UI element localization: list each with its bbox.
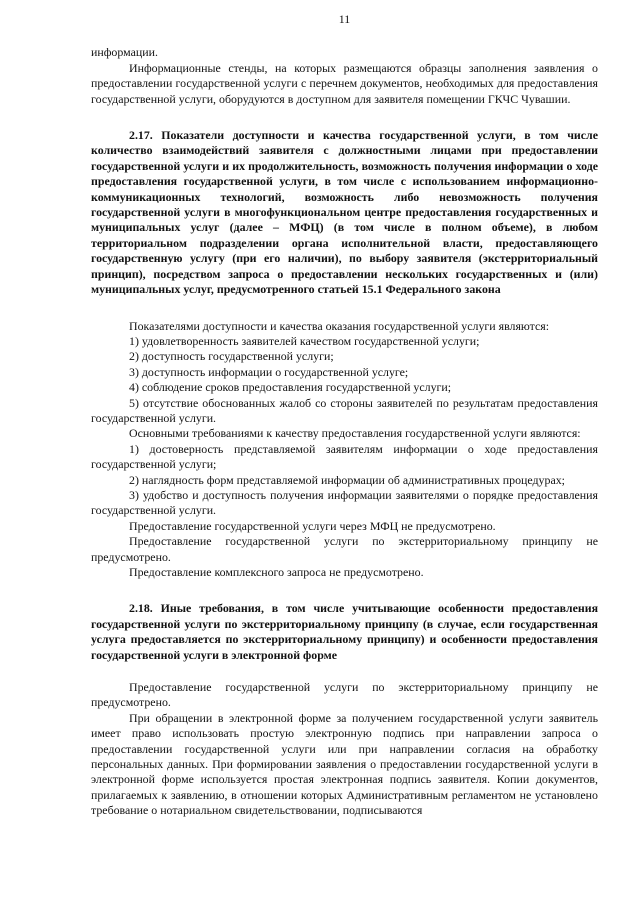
- paragraph: Предоставление комплексного запроса не предусмотрено.: [129, 565, 424, 579]
- list-item: 2) наглядность форм представляемой информации об административных процедурах;: [129, 472, 565, 487]
- list-item: 2) доступность государственной услуги;: [129, 349, 334, 364]
- list-item: 1) достоверность представляемой заявителям информации о ходе предоставления государственной услуги;: [91, 441, 598, 472]
- paragraph-info-stands: Информационные стенды, на которых размещаются образцы заполнения заявления о предоставлении государственной услуги с перечнем документов, необходимых для предоставления государственной услуги, оборудуются в доступном для заявителя помещении ГКЧС Чувашии.: [91, 60, 598, 106]
- list-item: 1) удовлетворенность заявителей качеством государственной услуги;: [129, 333, 480, 348]
- paragraph: Предоставление государственной услуги по экстерриториальному принципу не предусмотрено.: [91, 680, 598, 710]
- list-item: 3) удобство и доступность получения информации заявителями о порядке предоставления государственной услуги.: [91, 487, 598, 518]
- paragraph: Основными требованиями к качеству предоставления государственной услуги являются:: [129, 426, 581, 441]
- paragraph-continuation: информации.: [91, 45, 158, 60]
- section-heading-2-17: 2.17. Показатели доступности и качества государственной услуги, в том числе количество взаимодействий заявителя с должностными лицами при предоставлении государственной услуги и их продолжительность, возможность получения информации о ходе предоставления государственной услуги, в том числе с использованием информационно-коммуникационных технологий, возможность либо невозможность получения государственной услуги в многофункциональном центре предоставления государственных и муниципальных услуг (далее – МФЦ) (в том числе в полном объеме), в любом территориальном подразделении органа исполнительной власти, предоставляющего государственную услугу (при его наличии), по выбору заявителя (экстерриториальный принцип), посредством запроса о предоставлении нескольких государственных и (или) муниципальных услуг, предусмотренного статьей 15.1 Федерального закона: [91, 128, 598, 297]
- section-heading-2-18: 2.18. Иные требования, в том числе учитывающие особенности предоставления государственной услуги по экстерриториальному принципу (в случае, если государственная услуга предоставляется по экстерриториальному принципу) и особенности предоставления государственной услуги в электронной форме: [91, 601, 598, 662]
- list-item: 3) доступность информации о государственной услуге;: [129, 364, 409, 379]
- paragraph: Предоставление государственной услуги по экстерриториальному принципу не предусмотрено.: [91, 534, 598, 564]
- list-item: 5) отсутствие обоснованных жалоб со стороны заявителей по результатам предоставления государственной услуги.: [91, 395, 598, 425]
- paragraph: Показателями доступности и качества оказания государственной услуги являются:: [129, 318, 550, 333]
- page-number: 11: [338, 12, 351, 26]
- paragraph: Предоставление государственной услуги через МФЦ не предусмотрено.: [129, 518, 496, 533]
- paragraph: При обращении в электронной форме за получением государственной услуги заявитель имеет право использовать простую электронную подпись при направлении запроса о предоставлении государственной услуги или при направлении согласия на обработку персональных данных. При формировании заявления о предоставлении государственной услуги в электронной форме используется простая электронная подпись заявителя. Копии документов, прилагаемых к заявлению, в отношении которых Административным регламентом не установлено требование о нотариальном свидетельствовании, подписываются: [91, 710, 598, 818]
- list-item: 4) соблюдение сроков предоставления государственной услуги;: [129, 380, 452, 395]
